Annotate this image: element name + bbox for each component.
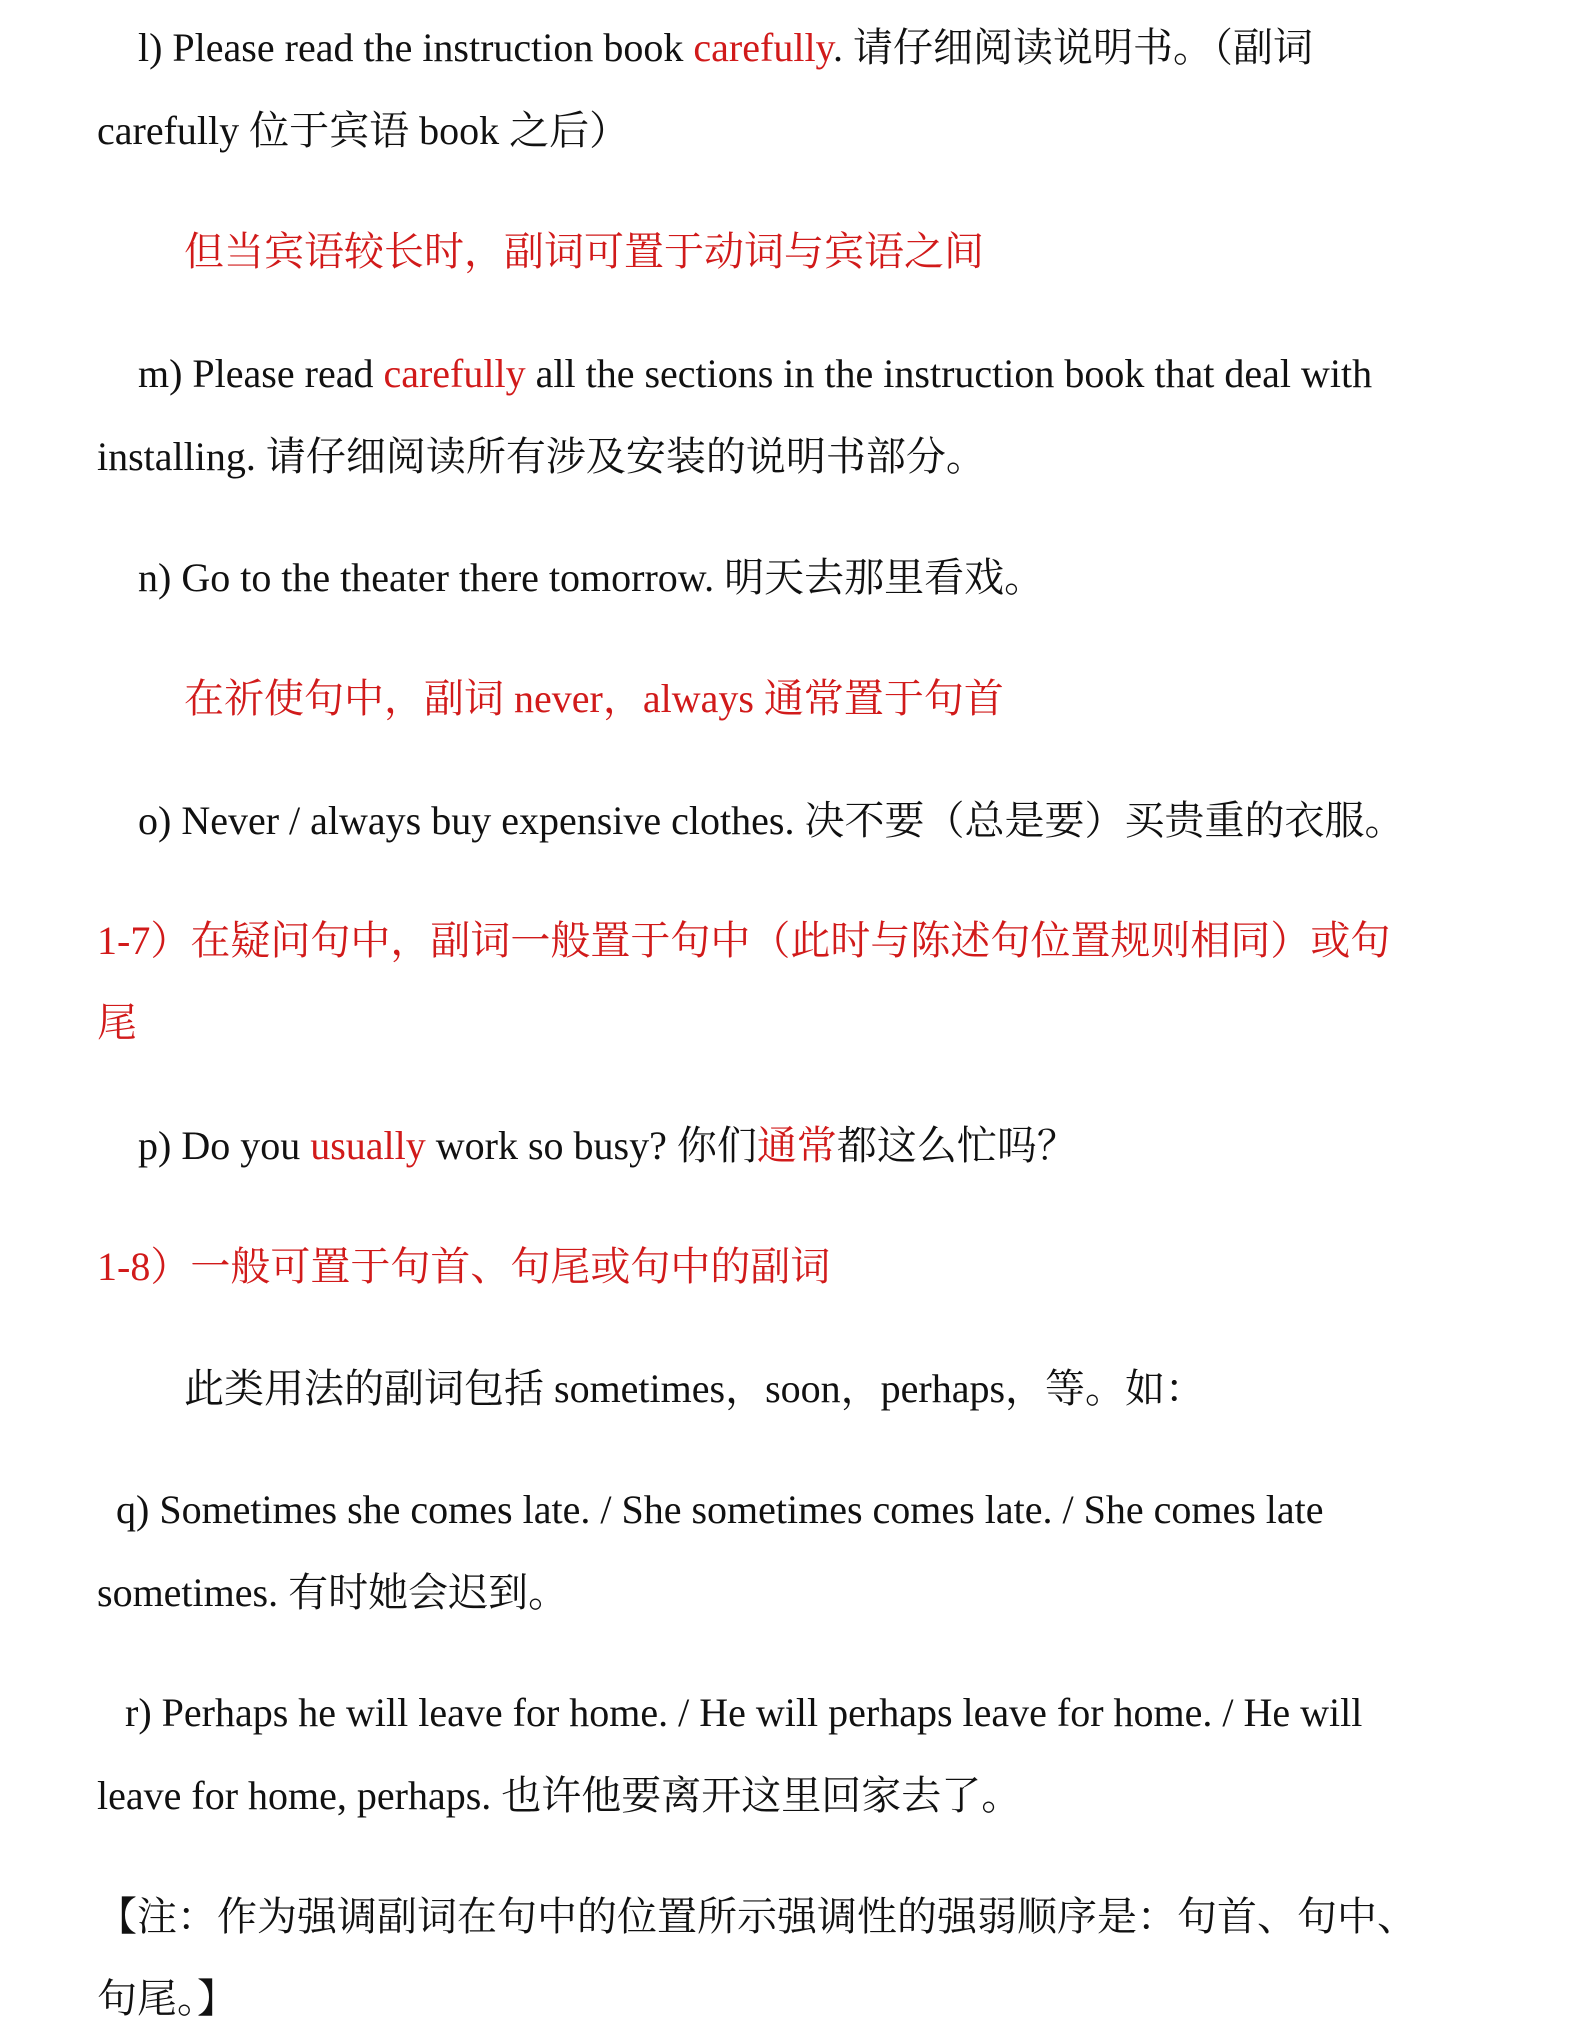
text-segment: carefully 位于宾语 book 之后）	[97, 108, 630, 153]
text-segment: 在祈使句中，副词 never，always 通常置于句首	[184, 676, 1004, 721]
example-o	[138, 798, 1405, 843]
text-segment: leave for home, perhaps. 也许他要离开这里回家去了。	[97, 1773, 1022, 1818]
text-segment: 1-8）一般可置于句首、句尾或句中的副词	[97, 1244, 831, 1289]
text-segment: 此类用法的副词包括 sometimes，soon，perhaps，等。如：	[184, 1366, 1206, 1411]
rule-note-long-object	[184, 229, 984, 274]
text-segment: 尾	[97, 1000, 137, 1045]
text-segment: l) Please read the instruction book	[138, 25, 694, 70]
note-line-2	[97, 1976, 237, 2021]
example-p	[138, 1123, 1077, 1168]
section-heading-1-7-line-1	[97, 918, 1391, 963]
text-segment: 1-7）在疑问句中，副词一般置于句中（此时与陈述句位置规则相同）或句	[97, 918, 1391, 963]
highlight-segment: carefully	[693, 25, 833, 70]
note-line-1	[97, 1894, 1417, 1939]
rule-note-imperative	[184, 676, 1004, 721]
example-r-line-1	[125, 1690, 1363, 1735]
text-segment: 【注：作为强调副词在句中的位置所示强调性的强弱顺序是：句首、句中、	[97, 1894, 1417, 1939]
example-m-line-1	[138, 351, 1373, 396]
highlight-segment: usually	[310, 1123, 426, 1168]
text-segment: installing. 请仔细阅读所有涉及安装的说明书部分。	[97, 434, 986, 479]
text-segment: 句尾。】	[97, 1976, 237, 2021]
example-m-line-2	[97, 434, 986, 479]
text-segment: n) Go to the theater there tomorrow. 明天去那里看戏。	[138, 555, 1045, 600]
section-heading-1-8	[97, 1244, 831, 1289]
example-l-line-2	[97, 108, 630, 153]
text-segment: p) Do you	[138, 1123, 311, 1168]
example-r-line-2	[97, 1773, 1022, 1818]
text-segment: o) Never / always buy expensive clothes. 决不要（总是要）买贵重的衣服。	[138, 798, 1405, 843]
example-l-line-1	[138, 25, 1313, 70]
text-segment: q) Sometimes she comes late. / She sometimes comes late. / She comes late	[116, 1487, 1324, 1532]
text-segment: sometimes. 有时她会迟到。	[97, 1570, 569, 1615]
example-q-line-1	[116, 1487, 1324, 1532]
text-segment: m) Please read	[138, 351, 384, 396]
text-segment: work so busy? 你们	[425, 1123, 757, 1168]
text-segment: r) Perhaps he will leave for home. / He will perhaps leave for home. / He will	[125, 1690, 1363, 1735]
highlight-segment: carefully	[383, 351, 526, 396]
text-segment: . 请仔细阅读说明书。（副词	[832, 25, 1313, 70]
example-n	[138, 555, 1045, 600]
highlight-segment: 通常	[756, 1123, 837, 1168]
section-intro-1-8	[184, 1366, 1206, 1411]
text-segment: 都这么忙吗？	[836, 1123, 1077, 1168]
example-q-line-2	[97, 1570, 569, 1615]
text-segment: 但当宾语较长时，副词可置于动词与宾语之间	[184, 229, 984, 274]
text-segment: all the sections in the instruction book that deal with	[525, 351, 1373, 396]
section-heading-1-7-line-2	[97, 1000, 137, 1045]
